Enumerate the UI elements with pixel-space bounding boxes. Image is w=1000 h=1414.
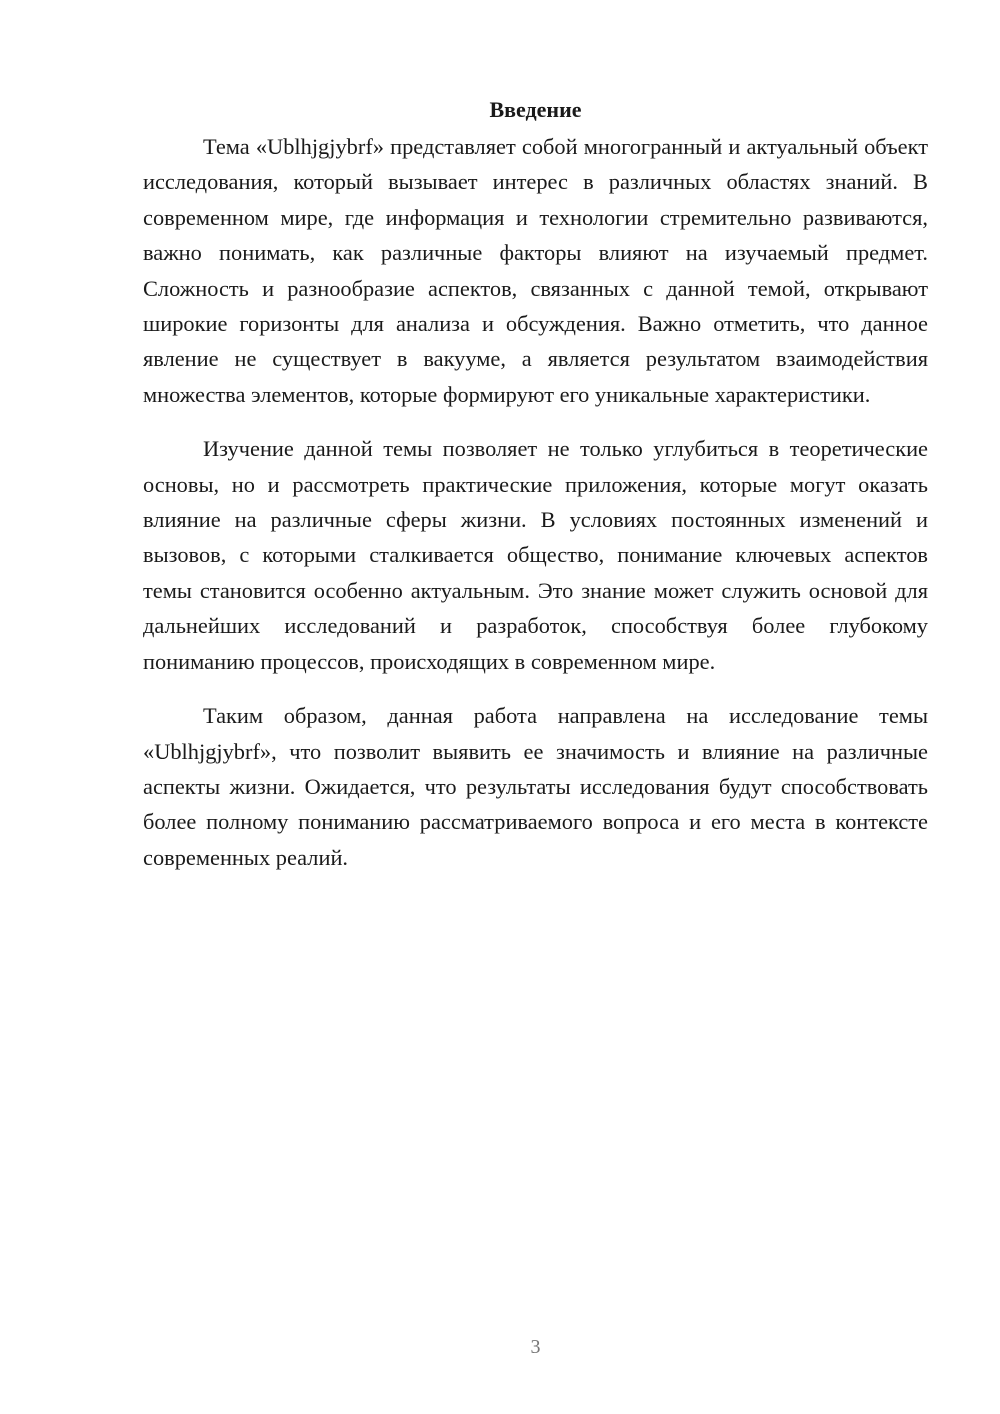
paragraph-2: Изучение данной темы позволяет не только углубиться в теоретические основы, но и рассмотреть практические приложения, которые могут оказать влияние на различные сферы жизни. В условиях постоянных изменений и вызовов, с которыми сталкивается общество, понимание ключевых аспектов темы становится особенно актуальным. Это знание может служить основой для дальнейших исследований и разработок, способствуя более глубокому пониманию процессов, происходящих в современном мире. [143,436,928,674]
paragraph-3: Таким образом, данная работа направлена на исследование темы «Ublhjgjybrf», что позволит выявить ее значимость и влияние на различные аспекты жизни. Ожидается, что результаты исследования будут способствовать более полному пониманию рассматриваемого вопроса и его места в контексте современных реалий. [143,703,928,870]
page-number: 3 [530,1336,541,1358]
page-content [143,92,928,894]
section-heading: Введение [489,97,582,122]
paragraph-1: Тема «Ublhjgjybrf» представляет собой многогранный и актуальный объект исследования, который вызывает интерес в различных областях знаний. В современном мире, где информация и технологии стремительно развиваются, важно понимать, как различные факторы влияют на изучаемый предмет. Сложность и разнообразие аспектов, связанных с данной темой, открывают широкие горизонты для анализа и обсуждения. Важно отметить, что данное явление не существует в вакууме, а является результатом взаимодействия множества элементов, которые формируют его уникальные характеристики. [143,134,928,407]
